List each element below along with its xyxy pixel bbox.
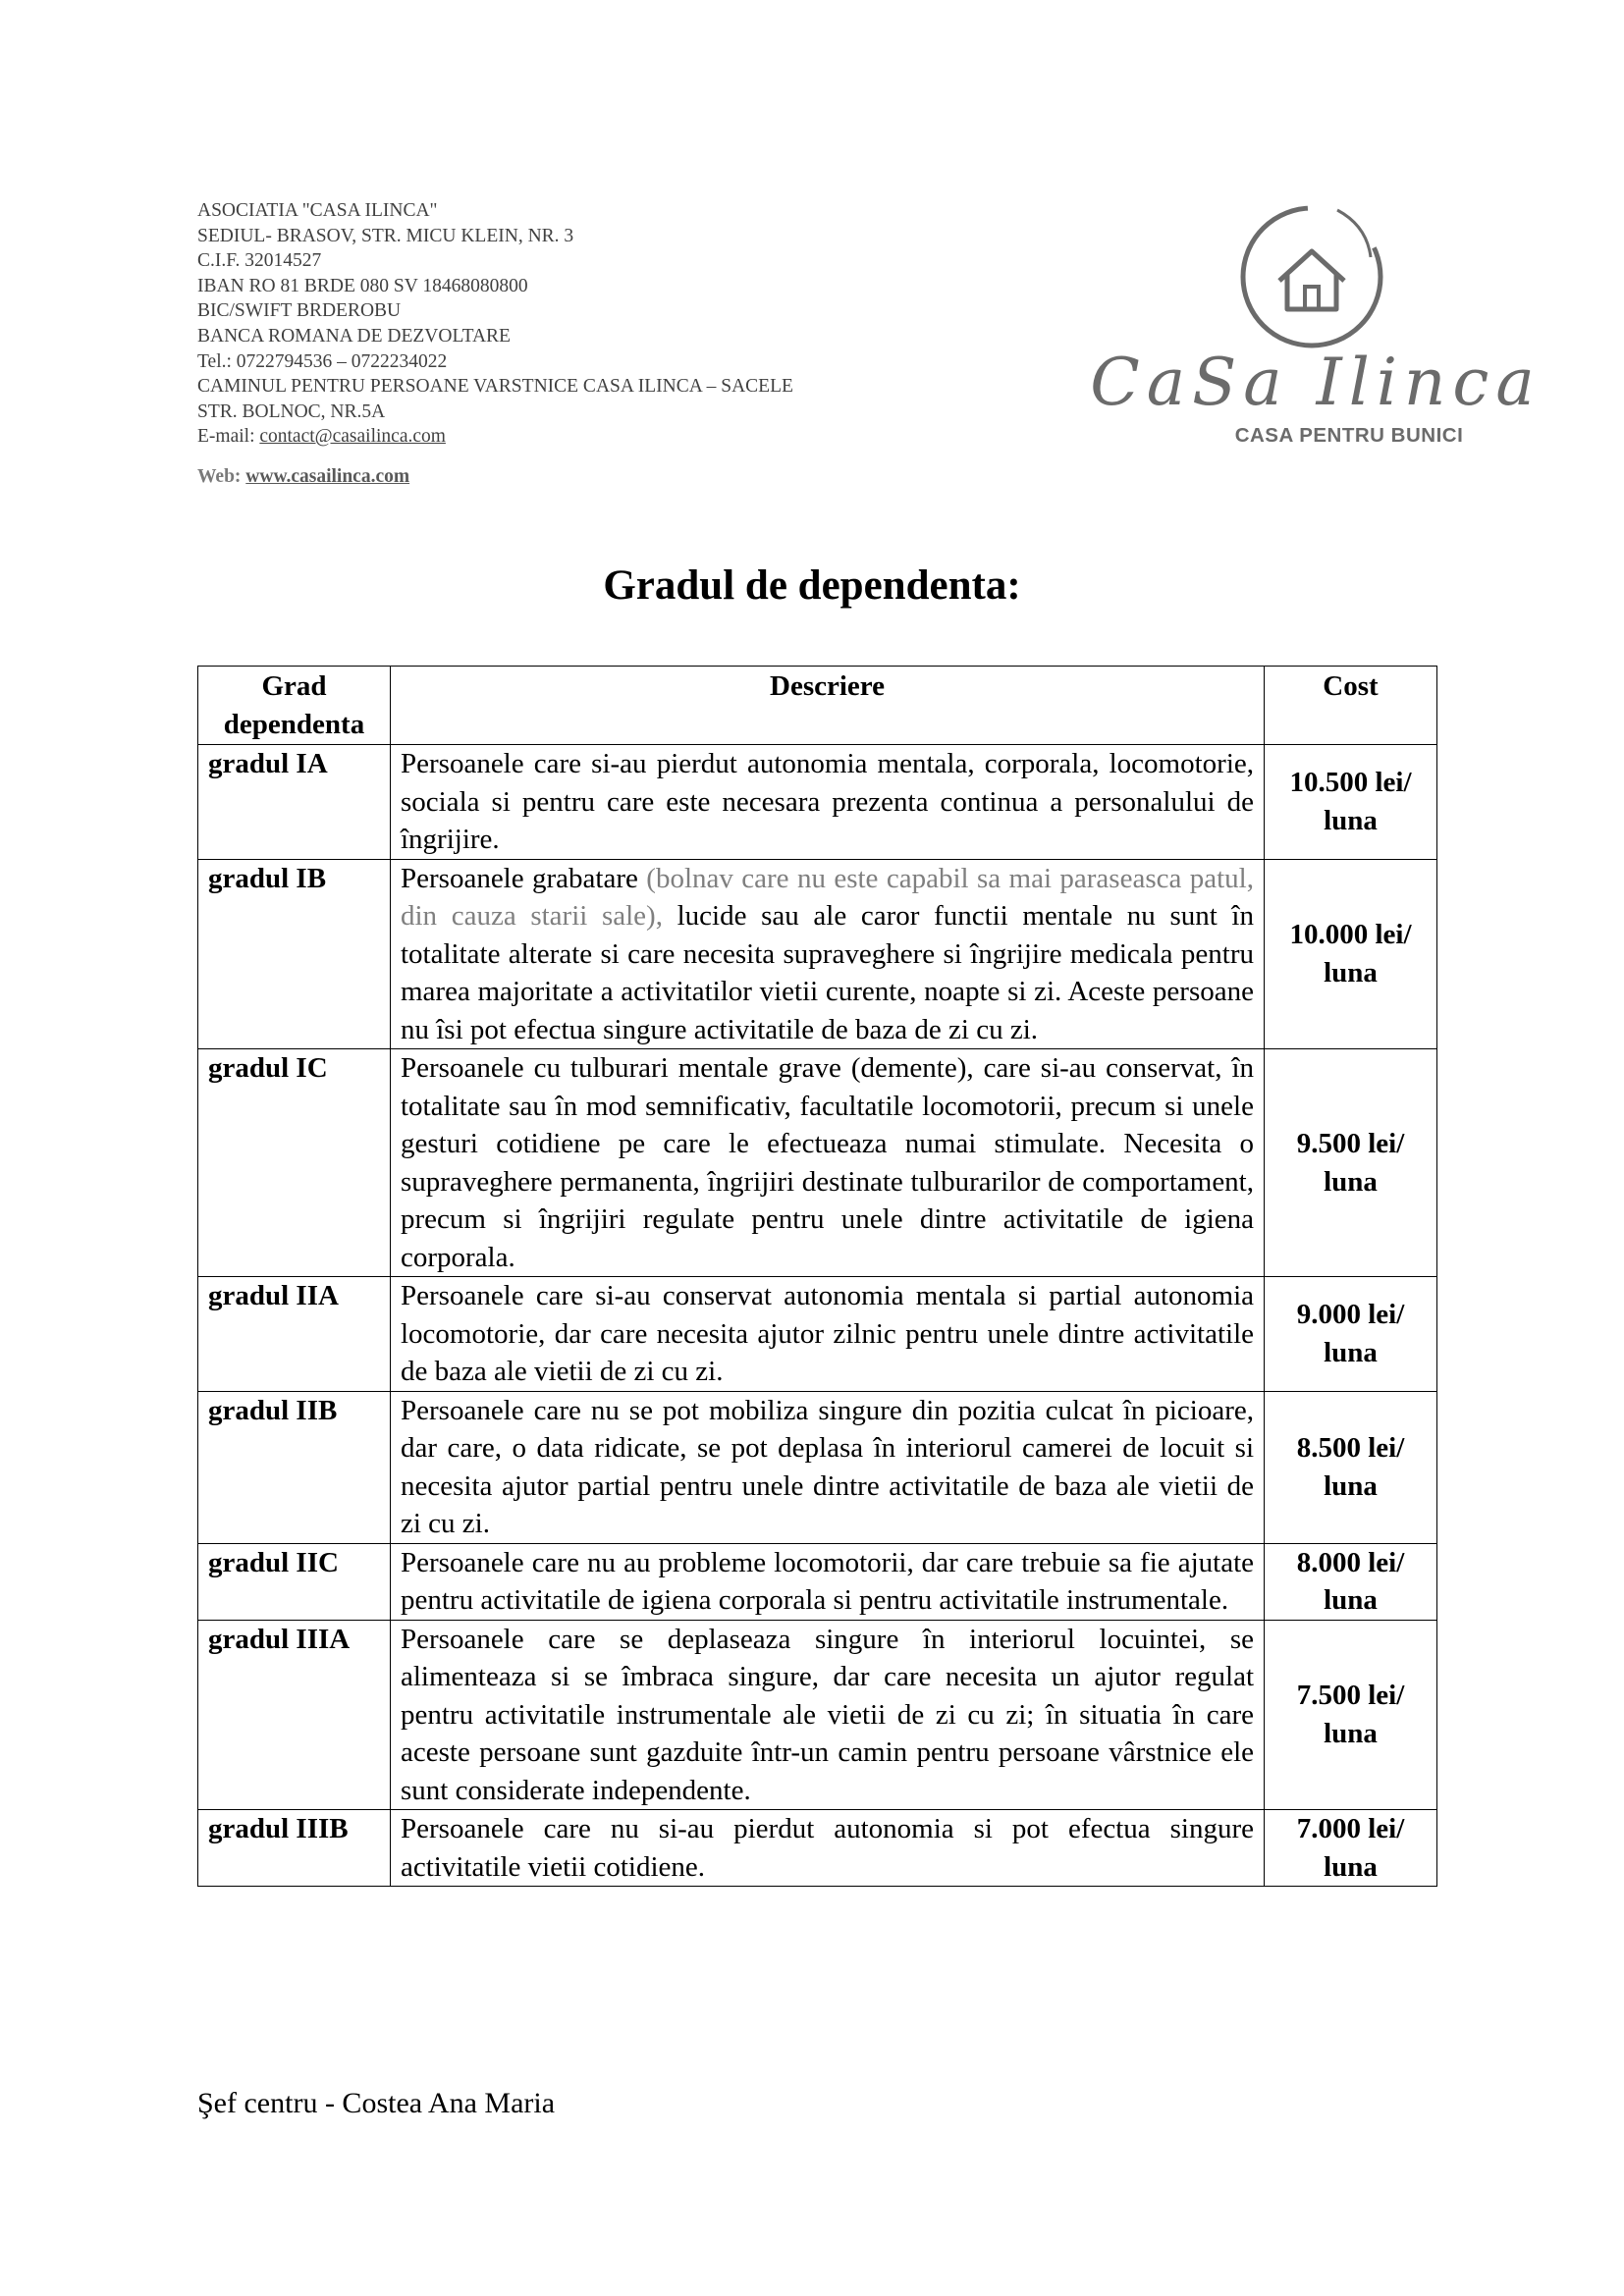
page-title: Gradul de dependenta:	[603, 562, 1021, 609]
description-cell	[391, 859, 1265, 1049]
cost-cell	[1265, 1049, 1437, 1277]
cost-amount: 9.500 lei/	[1296, 1128, 1405, 1159]
description-cell: Persoanele care si-au pierdut autonomia mentala, corporala, locomotorie, sociala si pentru care este necesara prezenta continua a personalului de îngrijire.	[391, 745, 1265, 860]
description-cell: Persoanele cu tulburari mentale grave (demente), care si-au conservat, în totalitate sau în mod semnificativ, facultatile locomotorii, precum si unele gesturi cotidiene pe care le efectueaza numai stimulate. Necesita o supraveghere permanenta, îngrijiri destinate tulburarilor de comportament, precum si îngrijiri regulate pentru unele dintre activitatile de igiena corporala.	[391, 1049, 1265, 1277]
table-row	[198, 1543, 1437, 1620]
cost-unit: luna	[1324, 1165, 1378, 1198]
grade-cell: gradul IIC	[198, 1543, 391, 1620]
cost-cell	[1265, 859, 1437, 1049]
grade-cell: gradul IIA	[198, 1277, 391, 1392]
description-note: (bolnav care nu este capabil sa mai paraseasca patul, din cauza starii sale),	[401, 862, 1254, 932]
org-phone: Tel.: 0722794536 – 0722234022	[197, 350, 448, 372]
cost-amount: 7.500 lei/	[1296, 1680, 1405, 1712]
table-row	[198, 1620, 1437, 1810]
house-in-circle-icon	[1080, 196, 1551, 353]
brand-tagline: CASA PENTRU BUNICI	[1234, 424, 1464, 447]
logo	[1080, 196, 1551, 471]
grade-cell: gradul IB	[198, 859, 391, 1049]
description-cell: Persoanele care se deplaseaza singure în interiorul locuintei, se alimenteaza si se îmbraca singure, dar care necesita un ajutor regulat pentru activitatile instrumentale ale vietii de zi cu zi; în situatia în care aceste persoane sunt gazduite într-un camin pentru persoane vârstnice ele sunt considerate independente.	[391, 1620, 1265, 1810]
header-cost: Cost	[1265, 667, 1437, 745]
email-label: E-mail:	[197, 426, 260, 448]
cost-amount: 8.000 lei/	[1296, 1546, 1405, 1578]
cost-amount: 8.500 lei/	[1296, 1432, 1405, 1464]
org-cif: C.I.F. 32014527	[197, 250, 322, 272]
header-grade: Grad dependenta	[198, 667, 391, 745]
cost-amount: 10.500 lei/	[1289, 767, 1412, 799]
org-swift: BIC/SWIFT BRDEROBU	[197, 300, 402, 322]
grade-cell: gradul IA	[198, 745, 391, 860]
org-bank: BANCA ROMANA DE DEZVOLTARE	[197, 325, 511, 347]
signature-line: Şef centru - Costea Ana Maria	[197, 2087, 556, 2119]
cost-unit: luna	[1324, 1717, 1378, 1749]
dependency-table	[197, 666, 1437, 1887]
cost-amount: 9.000 lei/	[1296, 1299, 1405, 1331]
cost-unit: luna	[1324, 1469, 1378, 1502]
web-link[interactable]: www.casailinca.com	[245, 465, 410, 487]
cost-unit: luna	[1324, 956, 1378, 988]
description-cell: Persoanele care nu au probleme locomotorii, dar care trebuie sa fie ajutate pentru activitatile de igiena corporala si pentru activitatile instrumentale.	[391, 1543, 1265, 1620]
cost-unit: luna	[1324, 1850, 1378, 1883]
org-email	[197, 424, 944, 450]
cost-unit: luna	[1324, 1336, 1378, 1368]
cost-cell	[1265, 745, 1437, 860]
cost-unit: luna	[1324, 804, 1378, 836]
web-label: Web:	[197, 465, 246, 487]
description-cell: Persoanele care nu se pot mobiliza singure din pozitia culcat în picioare, dar care, o data ridicate, se pot deplasa în interiorul camerei de locuit si necesita ajutor partial pentru unele dintre activitatile de baza ale vietii de zi cu zi.	[391, 1391, 1265, 1543]
header-description: Descriere	[391, 667, 1265, 745]
brand-name: CaSa Ilinca	[1090, 345, 1542, 420]
org-name: ASOCIATIA "CASA ILINCA"	[197, 200, 438, 221]
description-cell: Persoanele care nu si-au pierdut autonomia si pot efectua singure activitatile vietii cotidiene.	[391, 1810, 1265, 1887]
grade-cell: gradul IIIB	[198, 1810, 391, 1887]
org-street: STR. BOLNOC, NR.5A	[197, 400, 386, 422]
table-row	[198, 745, 1437, 860]
email-link[interactable]: contact@casailinca.com	[259, 426, 446, 448]
description-text: Persoanele grabatare	[401, 862, 647, 894]
table-row	[198, 1049, 1437, 1277]
description-text: lucide sau ale caror functii mentale nu sunt în totalitate alterate si care necesita supraveghere si îngrijire medicala pentru marea majoritate a activitatilor vietii curente, noapte si zi. Aceste persoane nu îsi pot efectua singure activitatile de baza de zi cu zi.	[401, 900, 1254, 1045]
cost-cell	[1265, 1391, 1437, 1543]
grade-cell: gradul IIIA	[198, 1620, 391, 1810]
cost-cell	[1265, 1543, 1437, 1620]
grade-cell: gradul IC	[198, 1049, 391, 1277]
cost-cell	[1265, 1620, 1437, 1810]
org-address: SEDIUL- BRASOV, STR. MICU KLEIN, NR. 3	[197, 225, 574, 246]
cost-cell	[1265, 1277, 1437, 1392]
table-row	[198, 1277, 1437, 1392]
cost-amount: 7.000 lei/	[1296, 1813, 1405, 1844]
table-header-row	[198, 667, 1437, 745]
org-camin: CAMINUL PENTRU PERSOANE VARSTNICE CASA ILINCA – SACELE	[197, 376, 793, 398]
description-cell: Persoanele care si-au conservat autonomia mentala si partial autonomia locomotorie, dar care necesita ajutor zilnic pentru unele dintre activitatile de baza ale vietii de zi cu zi.	[391, 1277, 1265, 1392]
org-web	[197, 464, 944, 490]
table-row	[198, 859, 1437, 1049]
table-row	[198, 1810, 1437, 1887]
grade-cell: gradul IIB	[198, 1391, 391, 1543]
table-row	[198, 1391, 1437, 1543]
cost-unit: luna	[1324, 1584, 1378, 1616]
org-iban: IBAN RO 81 BRDE 080 SV 18468080800	[197, 275, 528, 296]
cost-cell	[1265, 1810, 1437, 1887]
cost-amount: 10.000 lei/	[1289, 919, 1412, 951]
letterhead	[197, 198, 944, 490]
